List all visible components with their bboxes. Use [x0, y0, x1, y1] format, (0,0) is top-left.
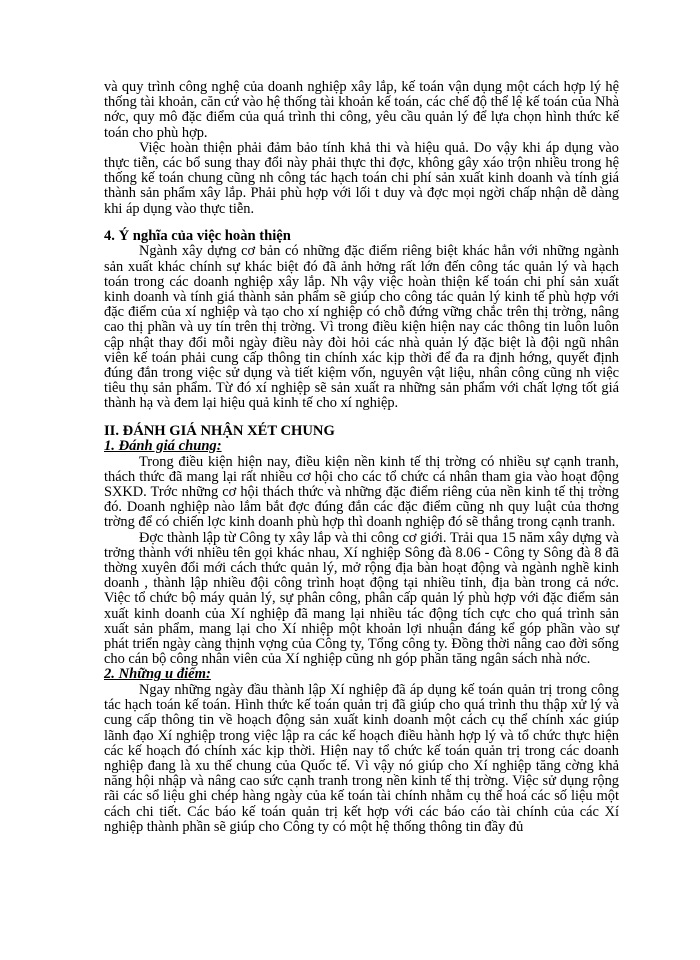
heading-significance: 4. Ý nghĩa của việc hoàn thiện — [104, 227, 291, 244]
subheading-general-assessment: 1. Đánh giá chung: — [104, 438, 222, 455]
subheading-advantages: 2. Những u điểm: — [104, 666, 211, 683]
paragraph-construction-industry: Ngành xây dựng cơ bản có những đặc điểm riêng biệt khác hẳn với những ngành sản xuất khác chính sự khác biệt đó đã ảnh hởng rất lớn đến công tác quản lý và hạch toán trong các doanh nghiệp xây lắp. Nh vậy việc hoàn thiện kế toán chi phí sản xuất kinh doanh và tính giá thành sản phẩm sẽ giúp cho công tác quản lý kinh tế phù hợp với đặc điểm của xí nghiệp và tạo cho xí nghiệp có chỗ đứng vững chắc trên thị trờng, nâng cao thị phần và uy tín trên thị trờng. Vì trong điều kiện hiện nay các thông tin luôn luôn cập nhật thay đổi mỗi ngày điều này đòi hỏi các nhà quản lý đặc biệt là đội ngũ nhân viên kế toán phải cung cấp thông tin chính xác kịp thời để đa ra định hớng, quyết định đúng đắn trong việc sử dụng và tiết kiệm vốn, nguyên vật liệu, nhân công cũng nh việc tiêu thụ sản phẩm. Từ đó xí nghiệp sẽ sản xuất ra những sản phẩm với chất lợng tốt giá thành hạ và đem lại hiệu quả kinh tế cho xí nghiệp. — [104, 243, 619, 412]
paragraph-workflow: và quy trình công nghệ của doanh nghiệp xây lắp, kế toán vận dụng một cách hợp lý hệ thống tài khoản, căn cứ vào hệ thống tài khoản kế toán, các chế độ thể lệ kế toán của Nhà nớc, quy mô đặc điểm của quá trình thi công, yêu cầu quản lý để lựa chọn hình thức kế toán cho phù hợp. — [104, 79, 619, 141]
paragraph-market-conditions: Trong điều kiện hiện nay, điều kiện nền kinh tế thị trờng có nhiều sự cạnh tranh, thách thức đã mang lại rất nhiều cơ hội cho các tổ chức cá nhân tham gia vào hoạt động SXKD. Trớc những cơ hội thách thức và những đặc điểm riêng của nền kinh tế thị trờng đó. Doanh nghiệp nào lắm bắt đợc đúng đắn các đặc điểm cũng nh quy luật của thơng trờng để có chiến lợc kinh doanh phù hợp thì doanh nghiệp đó sẽ thắng trong cạnh tranh. — [104, 453, 619, 531]
paragraph-feasibility: Việc hoàn thiện phải đảm bảo tính khả thi và hiệu quả. Do vậy khi áp dụng vào thực tiễn, các bổ sung thay đổi này phải thực thi đợc, không gây xáo trộn nhiều trong hệ thống kế toán chung cũng nh công tác hạch toán chi phí sản xuất kinh doanh và tính giá thành sản phẩm xây lắp. Phải phù hợp với lối t duy và đợc mọi ngời chấp nhận dễ dàng khi áp dụng vào thực tiễn. — [104, 139, 619, 217]
paragraph-company-history: Đợc thành lập từ Công ty xây lắp và thi công cơ giới. Trải qua 15 năm xây dựng và trởng thành với nhiều tên gọi khác nhau, Xí nghiệp Sông đà 8.06 - Công ty Sông đà 8 đã thờng xuyên đổi mới cách thức quản lý, mở rộng địa bàn hoạt động và ngành nghề kinh doanh , thành lập nhiều đội công trình hoạt động tại nhiều tỉnh, địa bàn trong cả nớc. Việc tổ chức bộ máy quản lý, sự phân công, phân cấp quản lý phù hợp với đặc điểm sản xuất kinh doanh của Xí nghiệp đã mang lại nhiều tác động tích cực cho quá trình sản xuất sản phẩm, mang lại cho Xí nhiệp một khoản lợi nhuận đáng kể góp phần vào sự phát triển ngày càng thịnh vợng của Công ty, Tổng công ty. Đồng thời nâng cao đời sống cho cán bộ công nhân viên của Xí nghiệp cũng nh góp phần tăng ngân sách nhà nớc. — [104, 529, 619, 668]
paragraph-management-accounting: Ngay những ngày đầu thành lập Xí nghiệp đã áp dụng kế toán quản trị trong công tác hạch toán kế toán. Hình thức kế toán quản trị đã giúp cho quá trình thu thập xử lý và cung cấp thông tin về hoạch động sản xuất kinh doanh một cách cụ thể chính xác giúp lãnh đạo Xí nghiệp trong việc lập ra các kế hoạch điều hành hợp lý và tổ chức thực hiện các kế hoạch đó chính xác kịp thời. Hiện nay tổ chức kế toán quản trị trong các doanh nghiệp đang là xu thế chung của Quốc tế. Vì vậy nó giúp cho Xí nghiệp tăng cờng khả năng hội nhập và nâng cao sức cạnh tranh trong nền kinh tế thị trờng. Việc sử dụng rộng rãi các sổ liệu ghi chép hàng ngày của kế toán tài chính nhằm cụ thể hoá các số liệu một cách chi tiết. Các báo kế toán quản trị kết hợp với các báo cáo tài chính của các Xí nghiệp thành phần sẽ giúp cho Công ty có một hệ thống thông tin đầy đủ — [104, 681, 619, 835]
heading-general-evaluation: II. ĐÁNH GIÁ NHẬN XÉT CHUNG — [104, 422, 335, 439]
